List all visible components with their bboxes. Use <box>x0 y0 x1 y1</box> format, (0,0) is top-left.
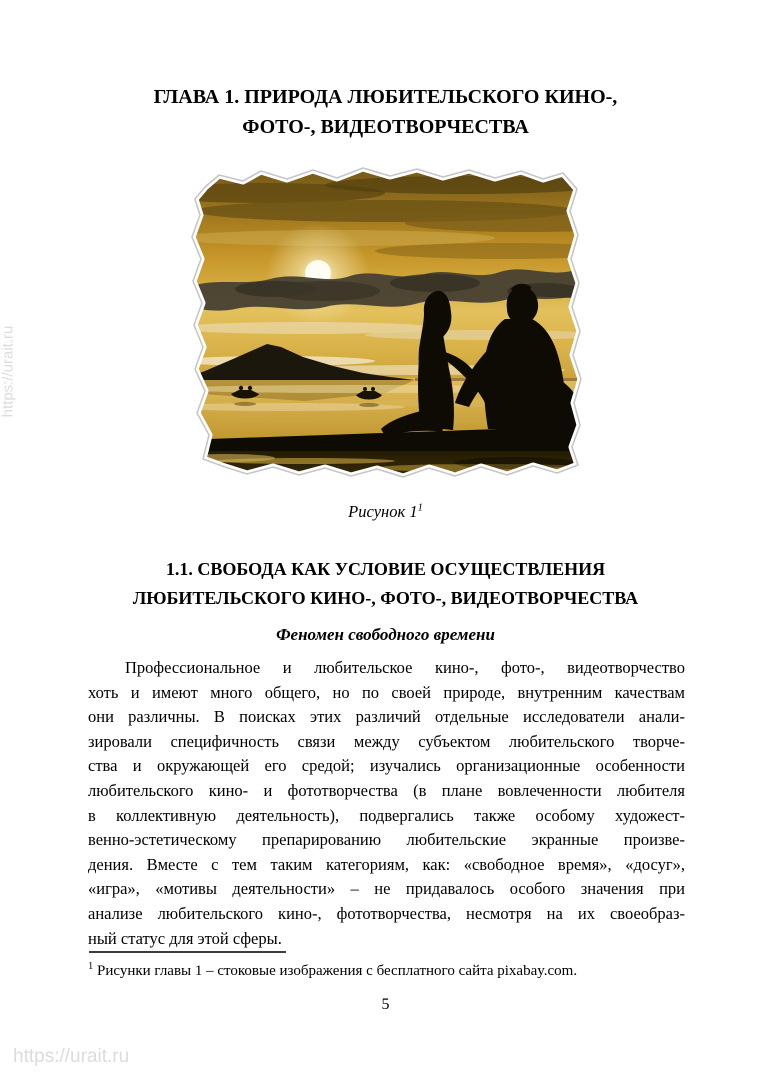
watermark-left-vertical: https://urait.ru <box>0 325 17 418</box>
body-line: анализе любительского кино-, фототворчества, несмотря на их своеобраз- <box>88 903 685 923</box>
body-line: ный статус для этой сферы. <box>88 928 282 948</box>
page-number: 5 <box>381 996 390 1013</box>
chapter-title-line-1: ГЛАВА 1. ПРИРОДА ЛЮБИТЕЛЬСКОГО КИНО-, <box>153 86 618 108</box>
figure-caption-text: Рисунок 1 <box>348 502 418 521</box>
body-line: «игра», «мотивы деятельности» – не придавалось особого значения при <box>88 879 685 899</box>
section-heading-line-2: ЛЮБИТЕЛЬСКОГО КИНО-, ФОТО-, ВИДЕОТВОРЧЕСТВА <box>132 588 639 608</box>
body-line: венно-эстетическому препарированию любительские экранные произве- <box>88 830 685 850</box>
chapter-title-line-2: ФОТО-, ВИДЕОТВОРЧЕСТВА <box>242 116 529 138</box>
footnote <box>88 961 708 980</box>
figure-illustration <box>185 163 587 485</box>
body-line: Профессиональное и любительское кино-, фото-, видеотворчество <box>125 658 685 677</box>
footnote-separator <box>89 951 286 953</box>
footnote-marker: 1 <box>88 961 94 972</box>
body-line: дения. Вместе с тем таким категориям, как: «свободное время», «досуг», <box>88 854 685 874</box>
body-line: в коллективную деятельность), подвергались также особому художест- <box>88 805 685 825</box>
body-line: хоть и имеют много общего, но по своей природе, внутренним качествам <box>88 682 685 702</box>
body-line: они различны. В поисках этих различий отдельные исследователи анали- <box>88 707 685 727</box>
footnote-text: Рисунки главы 1 – стоковые изображения с бесплатного сайта pixabay.com. <box>97 963 578 979</box>
body-line: любительского кино- и фототворчества (в плане вовлеченности любителя <box>88 780 685 800</box>
body-paragraph <box>88 656 685 951</box>
figure-caption-footnote-ref: 1 <box>417 502 423 514</box>
section-subheading: Феномен свободного времени <box>276 625 495 644</box>
section-heading <box>0 555 771 613</box>
section-heading-line-1: 1.1. СВОБОДА КАК УСЛОВИЕ ОСУЩЕСТВЛЕНИЯ <box>165 559 606 579</box>
figure-caption <box>0 502 771 522</box>
body-line: ства и окружающей его средой; изучались организационные особенности <box>88 756 685 776</box>
body-line: зировали специфичность связи между субъектом любительского творче- <box>88 731 685 751</box>
chapter-title <box>0 82 771 142</box>
watermark-bottom-left: https://urait.ru <box>13 1046 130 1067</box>
sunset-couple-image <box>185 163 587 485</box>
